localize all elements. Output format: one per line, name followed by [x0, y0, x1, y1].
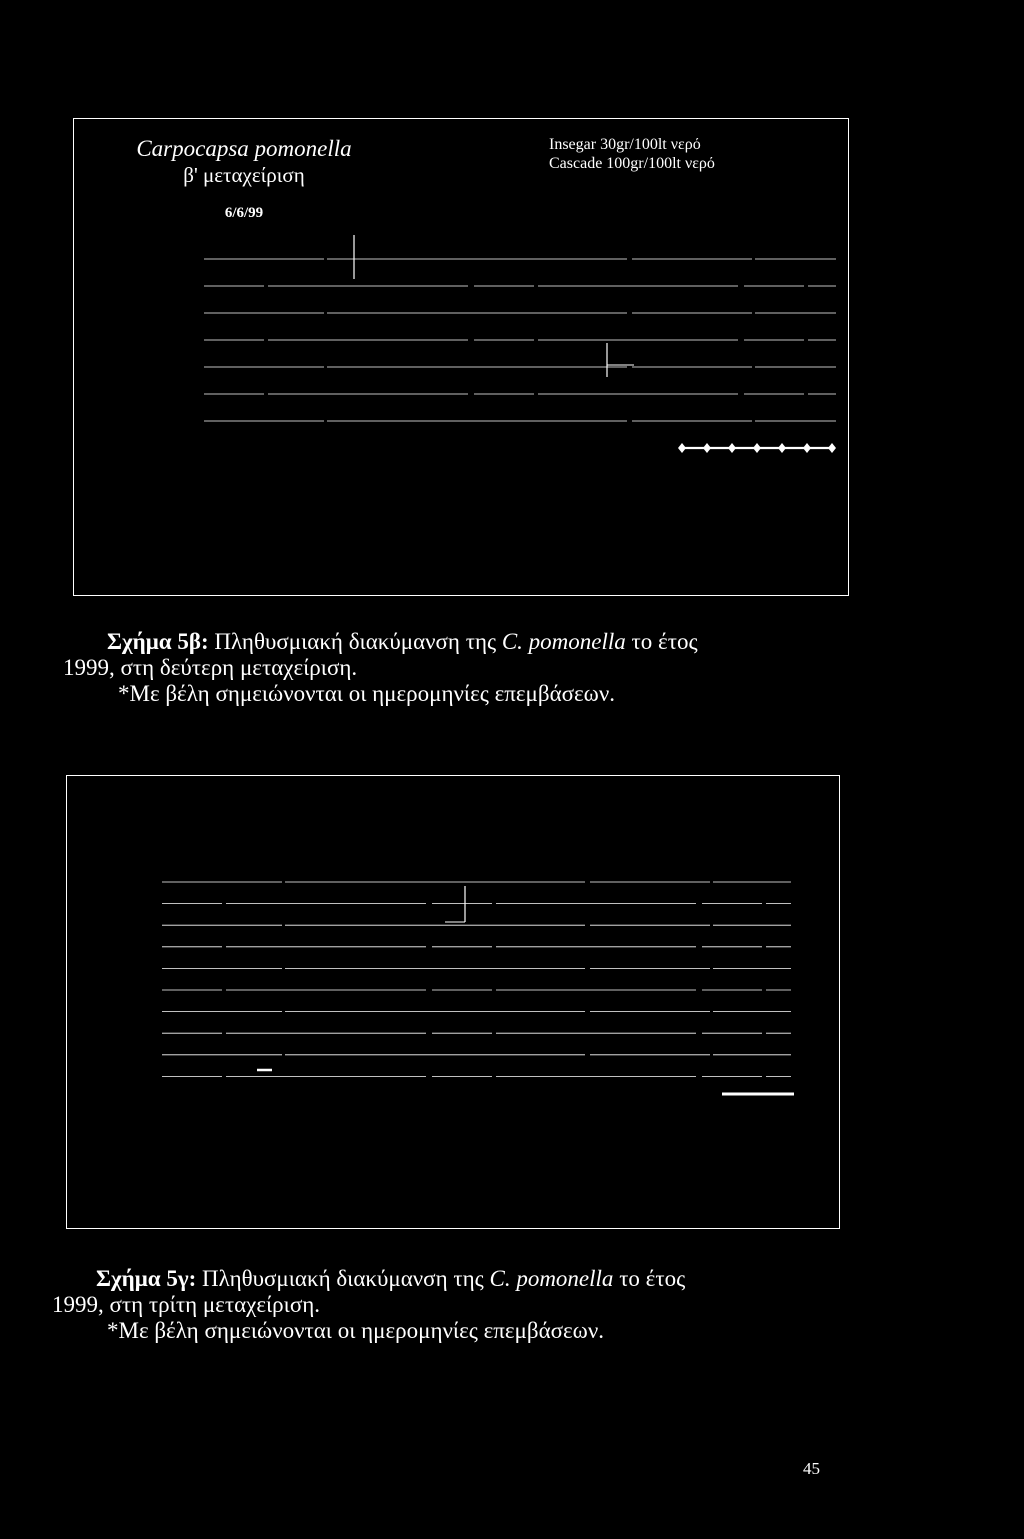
caption-5g-species: C. pomonella — [489, 1266, 614, 1291]
caption-5b-line3: *Με βέλη σημειώνονται οι ημερομηνίες επεμβάσεων. — [118, 681, 615, 706]
chart-5b-gridlines — [204, 259, 836, 421]
chart-5b-species: Carpocapsa pomonella — [136, 136, 352, 161]
legend-entry-insegar: Insegar 30gr/100lt νερό — [549, 136, 701, 153]
chart-5g-plot — [67, 776, 841, 1230]
legend-entry-cascade: Cascade 100gr/100lt νερό — [549, 155, 715, 172]
caption-5b-line2: 1999, στη δεύτερη μεταχείριση. — [63, 655, 358, 680]
series-point-1 — [678, 443, 686, 453]
chart-5g-gridlines — [162, 882, 791, 1076]
caption-5g-post: το έτος — [619, 1266, 686, 1291]
caption-5g-line3: *Με βέλη σημειώνονται οι ημερομηνίες επεμβάσεων. — [107, 1318, 604, 1343]
chart-5b-treatment: β' μεταχείριση — [183, 163, 305, 187]
caption-5b-pre: Πληθυσμιακή διακύμανση της — [214, 629, 497, 654]
figure-5g-label: Σχήμα 5γ: — [96, 1266, 197, 1291]
series-point-6 — [803, 443, 811, 453]
figure-5g-caption — [52, 1266, 685, 1344]
series-point-7 — [828, 443, 836, 453]
caption-5g-line2: 1999, στη τρίτη μεταχείριση. — [52, 1292, 321, 1317]
caption-5b-species: C. pomonella — [501, 629, 626, 654]
figure-5g-chart — [66, 775, 840, 1229]
series-point-5 — [778, 443, 786, 453]
figure-5b-chart — [73, 118, 849, 596]
chart-5b-spray-date: 6/6/99 — [224, 205, 264, 221]
series-point-4 — [753, 443, 761, 453]
caption-5b-post: το έτος — [631, 629, 698, 654]
series-point-2 — [703, 443, 711, 453]
page-number: 45 — [803, 1459, 820, 1478]
caption-5g-pre: Πληθυσμιακή διακύμανση της — [202, 1266, 484, 1291]
chart-5b-plot — [74, 119, 850, 597]
series-point-3 — [728, 443, 736, 453]
figure-5b-label: Σχήμα 5β: — [107, 629, 209, 654]
figure-5b-caption — [63, 629, 698, 707]
